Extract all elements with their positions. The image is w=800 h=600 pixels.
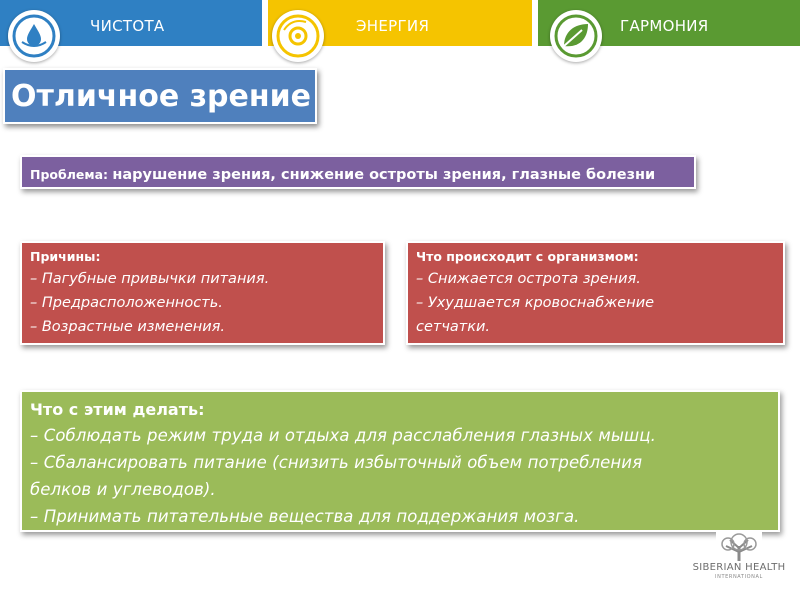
sun-icon — [272, 10, 324, 62]
brand-subtitle: INTERNATIONAL — [715, 574, 763, 580]
causes-item: – Возрастные изменения. — [30, 319, 225, 335]
effects-box — [406, 241, 785, 345]
actions-item: – Соблюдать режим труда и отдыха для расслабления глазных мышц. — [30, 426, 656, 445]
actions-box — [20, 390, 780, 532]
tree-logo-icon — [716, 532, 762, 562]
causes-item: – Пагубные привычки питания. — [30, 271, 270, 287]
actions-heading: Что с этим делать: — [30, 400, 205, 419]
page-title: Отличное зрение — [11, 79, 311, 114]
effects-heading: Что происходит с организмом: — [416, 249, 639, 264]
actions-item: – Сбалансировать питание (снизить избыточный объем потребления — [30, 453, 643, 472]
actions-item: белков и углеводов). — [30, 480, 216, 499]
effects-item: сетчатки. — [416, 319, 491, 335]
title-box — [3, 68, 317, 124]
tab-purity-label: ЧИСТОТА — [90, 17, 165, 35]
leaf-icon — [550, 10, 602, 62]
causes-item: – Предрасположенность. — [30, 295, 223, 311]
brand-logo — [680, 530, 798, 580]
effects-item: – Снижается острота зрения. — [416, 271, 641, 287]
water-drop-icon — [8, 10, 60, 62]
brand-name: SIBERIAN HEALTH — [692, 562, 786, 573]
causes-box — [20, 241, 385, 345]
problem-label: Проблема: — [30, 167, 113, 182]
effects-item: – Ухудшается кровоснабжение — [416, 295, 655, 311]
tab-harmony-label: ГАРМОНИЯ — [620, 17, 709, 35]
tab-energy-label: ЭНЕРГИЯ — [356, 17, 430, 35]
causes-heading: Причины: — [30, 249, 101, 264]
problem-text — [30, 164, 655, 183]
problem-box — [20, 155, 696, 189]
actions-item: – Принимать питательные вещества для поддержания мозга. — [30, 507, 580, 526]
problem-description: нарушение зрения, снижение остроты зрения, глазные болезни — [112, 167, 656, 183]
